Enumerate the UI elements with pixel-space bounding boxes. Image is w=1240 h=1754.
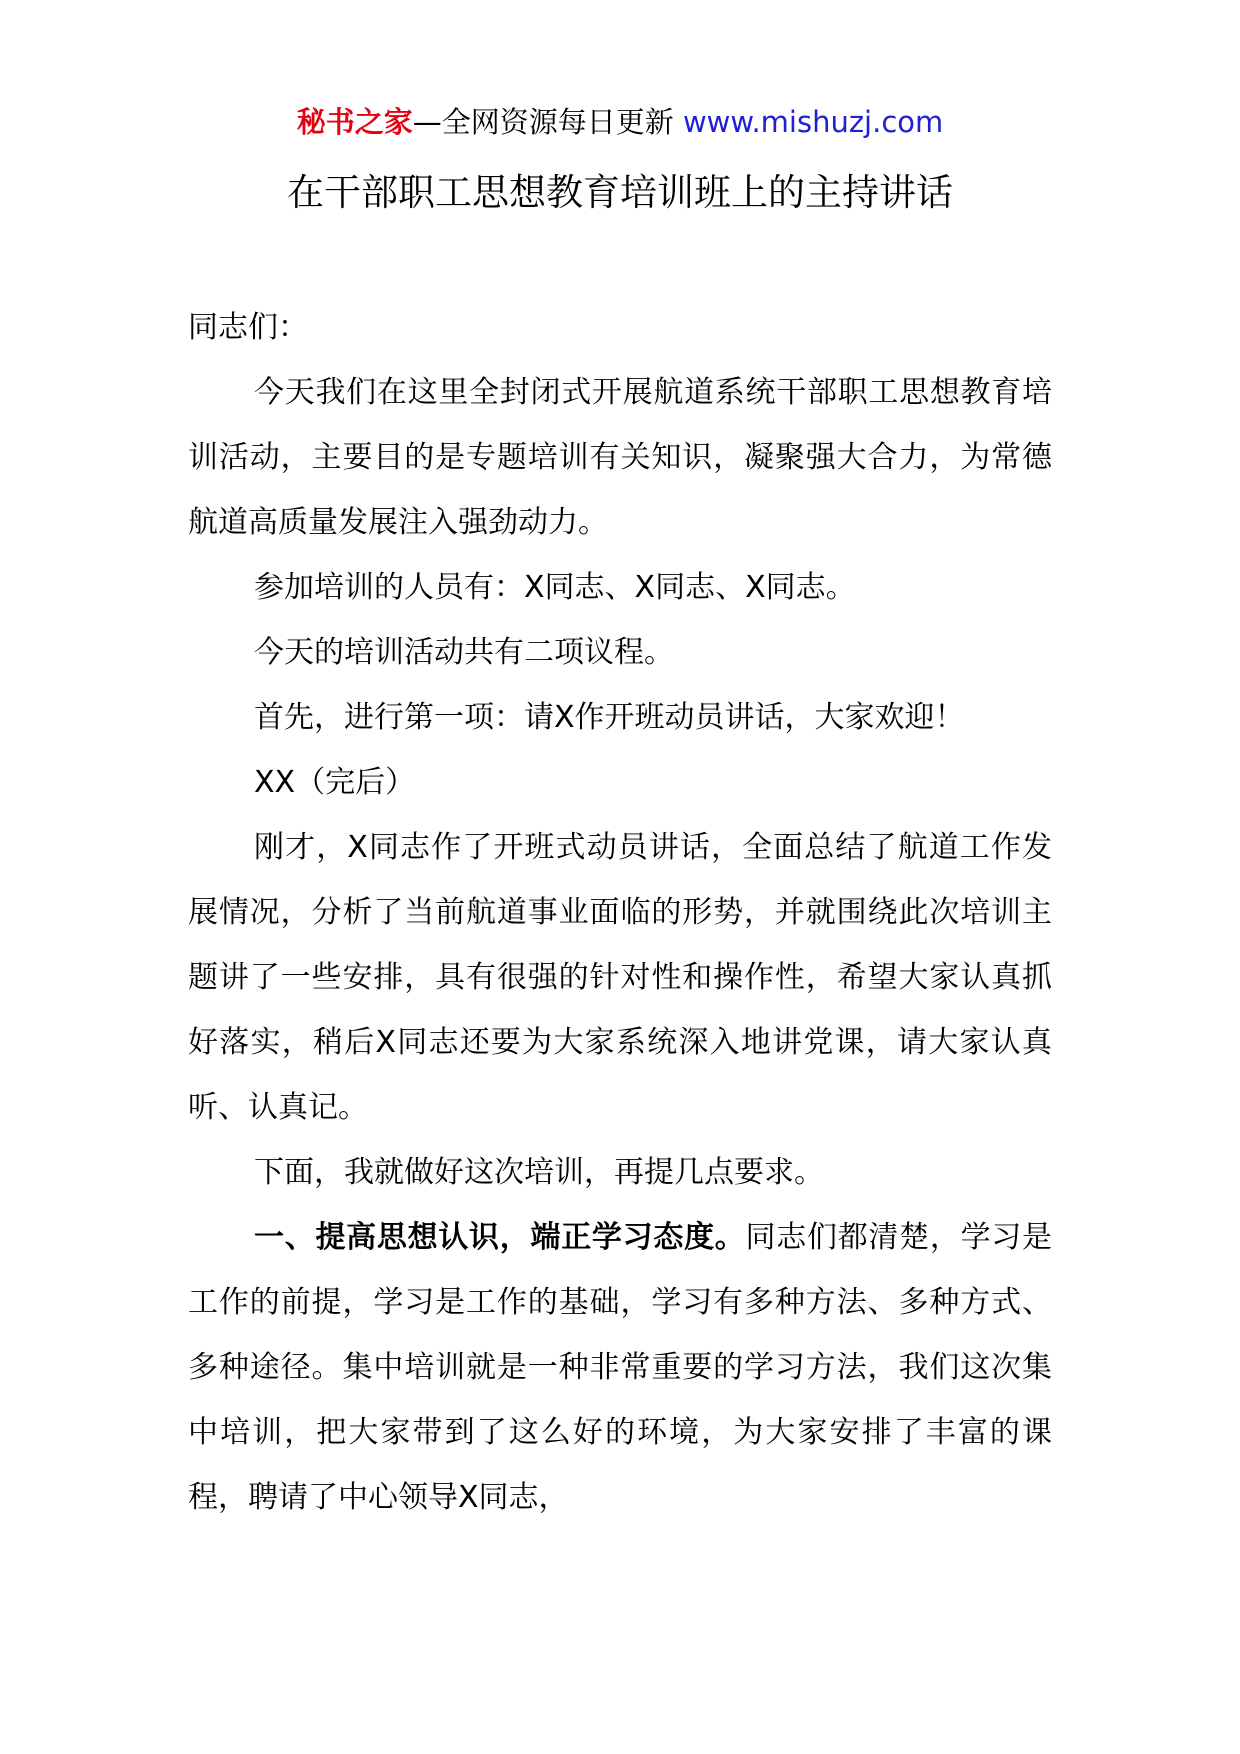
- section-heading: 一、提高思想认识，端正学习态度。: [254, 1220, 746, 1255]
- brand-name: 秘书之家: [296, 105, 413, 139]
- paragraph: 今天的培训活动共有二项议程。: [254, 635, 674, 670]
- paragraph: 下面，我就做好这次培训，再提几点要求。: [254, 1155, 824, 1190]
- document-title: 在干部职工思想教育培训班上的主持讲话: [287, 171, 953, 214]
- salutation: 同志们：: [188, 310, 308, 345]
- paragraph: 参加培训的人员有：X同志、X同志、X同志。: [254, 570, 856, 605]
- section-paragraph: [188, 1205, 1052, 1530]
- site-url[interactable]: www.mishuzj.com: [682, 105, 944, 139]
- paragraph: XX（完后）: [254, 765, 416, 800]
- brand-tagline: —全网资源每日更新: [412, 105, 674, 139]
- document-body: [188, 295, 1052, 1530]
- paragraph: 今天我们在这里全封闭式开展航道系统干部职工思想教育培训活动，主要目的是专题培训有关知识，凝聚强大合力，为常德航道高质量发展注入强劲动力。: [188, 375, 1052, 540]
- site-header: [0, 102, 1240, 142]
- paragraph: 刚才，X同志作了开班式动员讲话，全面总结了航道工作发展情况，分析了当前航道事业面临的形势，并就围绕此次培训主题讲了一些安排，具有很强的针对性和操作性，希望大家认真抓好落实，稍后X同志还要为大家系统深入地讲党课，请大家认真听、认真记。: [188, 830, 1052, 1125]
- section-text: 同志们都清楚，学习是工作的前提，学习是工作的基础，学习有多种方法、多种方式、多种途径。集中培训就是一种非常重要的学习方法，我们这次集中培训，把大家带到了这么好的环境，为大家安排了丰富的课程，聘请了中心领导X同志，: [188, 1220, 1053, 1515]
- paragraph: 首先，进行第一项：请X作开班动员讲话，大家欢迎！: [254, 700, 965, 735]
